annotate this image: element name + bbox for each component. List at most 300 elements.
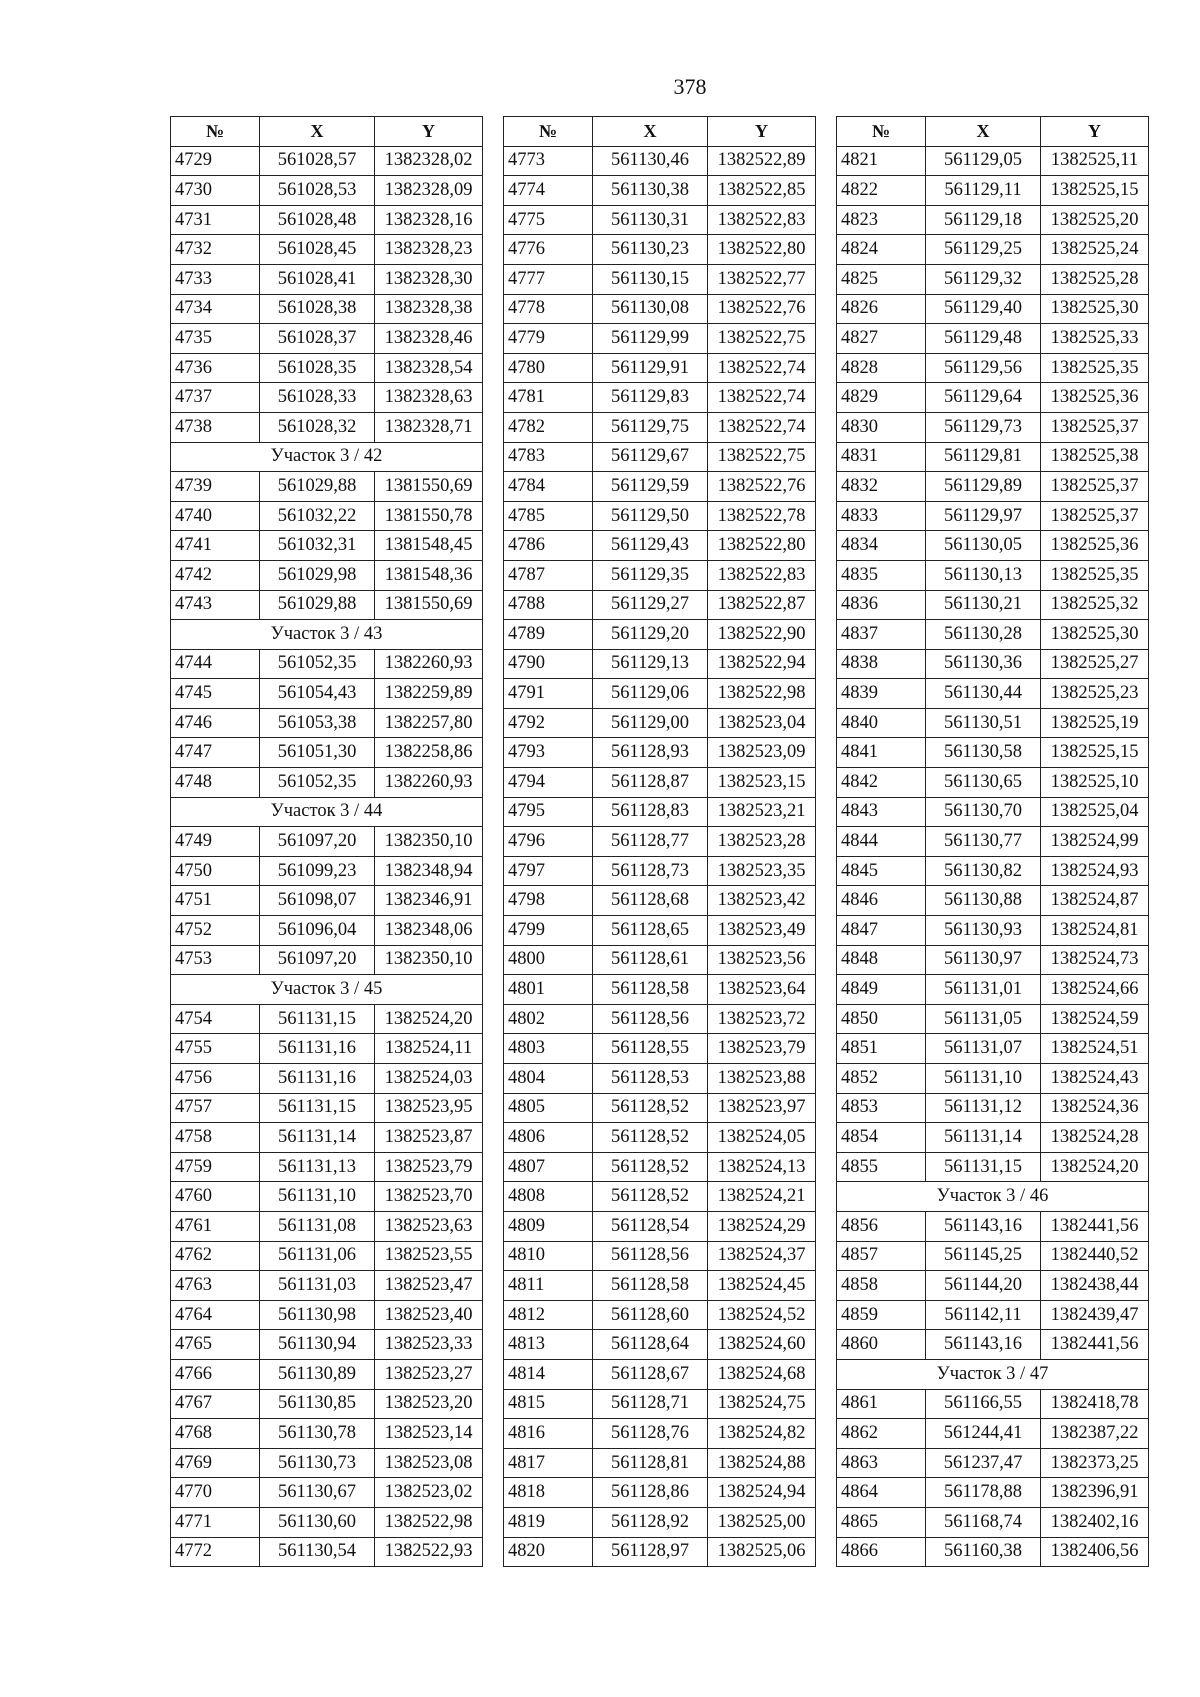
x-coordinate: 561128,92 xyxy=(593,1507,708,1537)
table-row xyxy=(837,708,1149,738)
y-coordinate: 1382328,46 xyxy=(375,324,483,354)
x-coordinate: 561129,91 xyxy=(593,353,708,383)
point-number: 4846 xyxy=(837,886,926,916)
table-row xyxy=(171,560,483,590)
x-coordinate: 561131,10 xyxy=(260,1182,375,1212)
x-coordinate: 561131,15 xyxy=(260,1093,375,1123)
point-number: 4792 xyxy=(504,708,593,738)
point-number: 4812 xyxy=(504,1300,593,1330)
point-number: 4822 xyxy=(837,176,926,206)
point-number: 4824 xyxy=(837,235,926,265)
y-coordinate: 1382524,68 xyxy=(708,1359,816,1389)
y-coordinate: 1382522,74 xyxy=(708,412,816,442)
point-number: 4780 xyxy=(504,353,593,383)
y-coordinate: 1382406,56 xyxy=(1041,1537,1149,1567)
table-row xyxy=(171,353,483,383)
x-coordinate: 561028,57 xyxy=(260,146,375,176)
point-number: 4853 xyxy=(837,1093,926,1123)
table-row xyxy=(504,975,816,1005)
point-number: 4799 xyxy=(504,916,593,946)
table-row xyxy=(171,1271,483,1301)
y-coordinate: 1382525,19 xyxy=(1041,708,1149,738)
point-number: 4775 xyxy=(504,205,593,235)
table-row xyxy=(171,649,483,679)
x-coordinate: 561129,27 xyxy=(593,590,708,620)
point-number: 4862 xyxy=(837,1419,926,1449)
y-coordinate: 1382522,98 xyxy=(708,679,816,709)
table-header-row xyxy=(171,117,483,147)
x-coordinate: 561130,51 xyxy=(926,708,1041,738)
y-coordinate: 1382524,87 xyxy=(1041,886,1149,916)
table-row xyxy=(504,827,816,857)
y-coordinate: 1382438,44 xyxy=(1041,1271,1149,1301)
point-number: 4803 xyxy=(504,1034,593,1064)
x-coordinate: 561130,65 xyxy=(926,768,1041,798)
table-row xyxy=(504,1093,816,1123)
section-title: Участок 3 / 47 xyxy=(837,1359,1149,1389)
table-row xyxy=(837,294,1149,324)
table-row xyxy=(171,412,483,442)
table-row xyxy=(171,1389,483,1419)
section-row xyxy=(171,620,483,650)
y-coordinate: 1382524,66 xyxy=(1041,975,1149,1005)
point-number: 4756 xyxy=(171,1064,260,1094)
x-coordinate: 561130,93 xyxy=(926,916,1041,946)
point-number: 4795 xyxy=(504,797,593,827)
x-coordinate: 561129,40 xyxy=(926,294,1041,324)
y-coordinate: 1382525,10 xyxy=(1041,768,1149,798)
point-number: 4767 xyxy=(171,1389,260,1419)
table-row xyxy=(837,235,1149,265)
y-coordinate: 1382258,86 xyxy=(375,738,483,768)
x-coordinate: 561130,05 xyxy=(926,531,1041,561)
x-coordinate: 561128,71 xyxy=(593,1389,708,1419)
x-coordinate: 561166,55 xyxy=(926,1389,1041,1419)
x-coordinate: 561053,38 xyxy=(260,708,375,738)
x-coordinate: 561128,61 xyxy=(593,945,708,975)
x-coordinate: 561131,12 xyxy=(926,1093,1041,1123)
point-number: 4797 xyxy=(504,856,593,886)
x-coordinate: 561143,16 xyxy=(926,1330,1041,1360)
x-coordinate: 561130,85 xyxy=(260,1389,375,1419)
y-coordinate: 1382440,52 xyxy=(1041,1241,1149,1271)
point-number: 4815 xyxy=(504,1389,593,1419)
table-row xyxy=(171,1300,483,1330)
x-coordinate: 561131,08 xyxy=(260,1211,375,1241)
x-coordinate: 561131,16 xyxy=(260,1034,375,1064)
point-number: 4859 xyxy=(837,1300,926,1330)
point-number: 4805 xyxy=(504,1093,593,1123)
table-row xyxy=(504,383,816,413)
x-coordinate: 561131,06 xyxy=(260,1241,375,1271)
y-coordinate: 1382525,37 xyxy=(1041,412,1149,442)
table-row xyxy=(837,975,1149,1005)
table-row xyxy=(504,501,816,531)
y-coordinate: 1382523,70 xyxy=(375,1182,483,1212)
y-coordinate: 1381550,69 xyxy=(375,590,483,620)
table-row xyxy=(504,1419,816,1449)
point-number: 4819 xyxy=(504,1507,593,1537)
y-coordinate: 1382525,38 xyxy=(1041,442,1149,472)
table-row xyxy=(504,205,816,235)
table-row xyxy=(171,1419,483,1449)
point-number: 4814 xyxy=(504,1359,593,1389)
point-number: 4778 xyxy=(504,294,593,324)
x-coordinate: 561128,52 xyxy=(593,1093,708,1123)
table-header-row xyxy=(837,117,1149,147)
x-coordinate: 561129,67 xyxy=(593,442,708,472)
x-coordinate: 561128,97 xyxy=(593,1537,708,1567)
table-row xyxy=(504,916,816,946)
point-number: 4820 xyxy=(504,1537,593,1567)
point-number: 4733 xyxy=(171,264,260,294)
y-coordinate: 1382328,63 xyxy=(375,383,483,413)
y-coordinate: 1382522,98 xyxy=(375,1507,483,1537)
table-row xyxy=(504,176,816,206)
table-row xyxy=(504,442,816,472)
point-number: 4759 xyxy=(171,1152,260,1182)
y-coordinate: 1382524,73 xyxy=(1041,945,1149,975)
x-coordinate: 561099,23 xyxy=(260,856,375,886)
x-coordinate: 561052,35 xyxy=(260,649,375,679)
point-number: 4784 xyxy=(504,472,593,502)
table-row xyxy=(171,472,483,502)
y-coordinate: 1382524,36 xyxy=(1041,1093,1149,1123)
y-coordinate: 1382523,97 xyxy=(708,1093,816,1123)
x-coordinate: 561143,16 xyxy=(926,1211,1041,1241)
table-row xyxy=(837,1389,1149,1419)
y-coordinate: 1381548,45 xyxy=(375,531,483,561)
point-number: 4833 xyxy=(837,501,926,531)
y-coordinate: 1382260,93 xyxy=(375,649,483,679)
point-number: 4832 xyxy=(837,472,926,502)
x-coordinate: 561130,94 xyxy=(260,1330,375,1360)
point-number: 4730 xyxy=(171,176,260,206)
y-coordinate: 1382524,37 xyxy=(708,1241,816,1271)
point-number: 4734 xyxy=(171,294,260,324)
x-coordinate: 561129,35 xyxy=(593,560,708,590)
point-number: 4749 xyxy=(171,827,260,857)
y-coordinate: 1382523,63 xyxy=(375,1211,483,1241)
y-coordinate: 1382524,75 xyxy=(708,1389,816,1419)
table-row xyxy=(504,1004,816,1034)
table-row xyxy=(171,916,483,946)
y-coordinate: 1382523,08 xyxy=(375,1448,483,1478)
x-coordinate: 561130,88 xyxy=(926,886,1041,916)
point-number: 4813 xyxy=(504,1330,593,1360)
point-number: 4739 xyxy=(171,472,260,502)
y-coordinate: 1382522,90 xyxy=(708,620,816,650)
point-number: 4857 xyxy=(837,1241,926,1271)
table-row xyxy=(504,353,816,383)
x-coordinate: 561130,15 xyxy=(593,264,708,294)
point-number: 4811 xyxy=(504,1271,593,1301)
y-coordinate: 1382523,47 xyxy=(375,1271,483,1301)
table-row xyxy=(171,1537,483,1567)
y-coordinate: 1382523,28 xyxy=(708,827,816,857)
y-coordinate: 1382328,02 xyxy=(375,146,483,176)
table-row xyxy=(837,1507,1149,1537)
table-row xyxy=(171,1241,483,1271)
point-number: 4849 xyxy=(837,975,926,1005)
point-number: 4781 xyxy=(504,383,593,413)
point-number: 4741 xyxy=(171,531,260,561)
point-number: 4840 xyxy=(837,708,926,738)
header-y: Y xyxy=(375,117,483,147)
point-number: 4865 xyxy=(837,1507,926,1537)
x-coordinate: 561129,25 xyxy=(926,235,1041,265)
point-number: 4825 xyxy=(837,264,926,294)
x-coordinate: 561028,35 xyxy=(260,353,375,383)
x-coordinate: 561130,97 xyxy=(926,945,1041,975)
x-coordinate: 561244,41 xyxy=(926,1419,1041,1449)
table-row xyxy=(171,1507,483,1537)
y-coordinate: 1382525,15 xyxy=(1041,738,1149,768)
table-row xyxy=(837,797,1149,827)
point-number: 4747 xyxy=(171,738,260,768)
table-row xyxy=(837,856,1149,886)
y-coordinate: 1382524,51 xyxy=(1041,1034,1149,1064)
table-row xyxy=(171,1330,483,1360)
point-number: 4841 xyxy=(837,738,926,768)
y-coordinate: 1382525,36 xyxy=(1041,383,1149,413)
header-y: Y xyxy=(1041,117,1149,147)
x-coordinate: 561131,13 xyxy=(260,1152,375,1182)
y-coordinate: 1382328,30 xyxy=(375,264,483,294)
point-number: 4732 xyxy=(171,235,260,265)
y-coordinate: 1382522,94 xyxy=(708,649,816,679)
table-header-row xyxy=(504,117,816,147)
y-coordinate: 1382525,04 xyxy=(1041,797,1149,827)
point-number: 4748 xyxy=(171,768,260,798)
point-number: 4737 xyxy=(171,383,260,413)
section-row xyxy=(171,797,483,827)
y-coordinate: 1382523,33 xyxy=(375,1330,483,1360)
x-coordinate: 561029,88 xyxy=(260,472,375,502)
y-coordinate: 1382523,21 xyxy=(708,797,816,827)
y-coordinate: 1382524,29 xyxy=(708,1211,816,1241)
header-number: № xyxy=(504,117,593,147)
x-coordinate: 561129,20 xyxy=(593,620,708,650)
y-coordinate: 1382522,74 xyxy=(708,383,816,413)
table-row xyxy=(837,146,1149,176)
point-number: 4750 xyxy=(171,856,260,886)
point-number: 4772 xyxy=(171,1537,260,1567)
y-coordinate: 1382328,09 xyxy=(375,176,483,206)
table-row xyxy=(171,1123,483,1153)
x-coordinate: 561129,06 xyxy=(593,679,708,709)
point-number: 4786 xyxy=(504,531,593,561)
point-number: 4731 xyxy=(171,205,260,235)
y-coordinate: 1382522,77 xyxy=(708,264,816,294)
point-number: 4827 xyxy=(837,324,926,354)
x-coordinate: 561131,10 xyxy=(926,1064,1041,1094)
y-coordinate: 1382524,20 xyxy=(375,1004,483,1034)
y-coordinate: 1382524,99 xyxy=(1041,827,1149,857)
table-row xyxy=(837,442,1149,472)
point-number: 4858 xyxy=(837,1271,926,1301)
point-number: 4745 xyxy=(171,679,260,709)
table-row xyxy=(504,708,816,738)
y-coordinate: 1382522,87 xyxy=(708,590,816,620)
point-number: 4743 xyxy=(171,590,260,620)
y-coordinate: 1382523,56 xyxy=(708,945,816,975)
x-coordinate: 561052,35 xyxy=(260,768,375,798)
x-coordinate: 561130,38 xyxy=(593,176,708,206)
point-number: 4782 xyxy=(504,412,593,442)
x-coordinate: 561128,65 xyxy=(593,916,708,946)
y-coordinate: 1382524,11 xyxy=(375,1034,483,1064)
y-coordinate: 1382525,32 xyxy=(1041,590,1149,620)
point-number: 4816 xyxy=(504,1419,593,1449)
table-row xyxy=(171,1359,483,1389)
y-coordinate: 1382523,09 xyxy=(708,738,816,768)
y-coordinate: 1382524,82 xyxy=(708,1419,816,1449)
point-number: 4757 xyxy=(171,1093,260,1123)
y-coordinate: 1382350,10 xyxy=(375,827,483,857)
y-coordinate: 1382525,23 xyxy=(1041,679,1149,709)
table-row xyxy=(504,472,816,502)
table-row xyxy=(171,886,483,916)
point-number: 4764 xyxy=(171,1300,260,1330)
y-coordinate: 1382523,95 xyxy=(375,1093,483,1123)
point-number: 4830 xyxy=(837,412,926,442)
x-coordinate: 561129,48 xyxy=(926,324,1041,354)
x-coordinate: 561128,81 xyxy=(593,1448,708,1478)
point-number: 4751 xyxy=(171,886,260,916)
x-coordinate: 561028,45 xyxy=(260,235,375,265)
point-number: 4843 xyxy=(837,797,926,827)
y-coordinate: 1382328,16 xyxy=(375,205,483,235)
table-row xyxy=(171,264,483,294)
x-coordinate: 561130,60 xyxy=(260,1507,375,1537)
point-number: 4844 xyxy=(837,827,926,857)
x-coordinate: 561131,16 xyxy=(260,1064,375,1094)
table-row xyxy=(837,649,1149,679)
point-number: 4774 xyxy=(504,176,593,206)
table-row xyxy=(504,856,816,886)
x-coordinate: 561032,31 xyxy=(260,531,375,561)
y-coordinate: 1382524,60 xyxy=(708,1330,816,1360)
table-row xyxy=(504,768,816,798)
section-title: Участок 3 / 45 xyxy=(171,975,483,1005)
point-number: 4806 xyxy=(504,1123,593,1153)
section-row xyxy=(171,975,483,1005)
y-coordinate: 1382525,15 xyxy=(1041,176,1149,206)
table-row xyxy=(171,383,483,413)
y-coordinate: 1382328,38 xyxy=(375,294,483,324)
y-coordinate: 1382524,21 xyxy=(708,1182,816,1212)
table-row xyxy=(171,1448,483,1478)
point-number: 4787 xyxy=(504,560,593,590)
point-number: 4788 xyxy=(504,590,593,620)
y-coordinate: 1382525,33 xyxy=(1041,324,1149,354)
table-row xyxy=(504,412,816,442)
table-row xyxy=(837,945,1149,975)
y-coordinate: 1382387,22 xyxy=(1041,1419,1149,1449)
x-coordinate: 561128,52 xyxy=(593,1182,708,1212)
y-coordinate: 1382348,06 xyxy=(375,916,483,946)
table-row xyxy=(837,324,1149,354)
header-number: № xyxy=(837,117,926,147)
table-row xyxy=(504,679,816,709)
header-number: № xyxy=(171,117,260,147)
y-coordinate: 1382524,03 xyxy=(375,1064,483,1094)
point-number: 4740 xyxy=(171,501,260,531)
y-coordinate: 1382522,75 xyxy=(708,442,816,472)
point-number: 4752 xyxy=(171,916,260,946)
point-number: 4760 xyxy=(171,1182,260,1212)
x-coordinate: 561128,60 xyxy=(593,1300,708,1330)
point-number: 4763 xyxy=(171,1271,260,1301)
coordinates-table-2 xyxy=(503,116,816,1567)
x-coordinate: 561129,13 xyxy=(593,649,708,679)
table-row xyxy=(837,1093,1149,1123)
point-number: 4831 xyxy=(837,442,926,472)
point-number: 4770 xyxy=(171,1478,260,1508)
table-row xyxy=(171,1478,483,1508)
x-coordinate: 561028,41 xyxy=(260,264,375,294)
point-number: 4746 xyxy=(171,708,260,738)
section-row xyxy=(171,442,483,472)
table-row xyxy=(837,620,1149,650)
x-coordinate: 561168,74 xyxy=(926,1507,1041,1537)
point-number: 4744 xyxy=(171,649,260,679)
x-coordinate: 561130,82 xyxy=(926,856,1041,886)
point-number: 4738 xyxy=(171,412,260,442)
point-number: 4818 xyxy=(504,1478,593,1508)
x-coordinate: 561128,83 xyxy=(593,797,708,827)
table-row xyxy=(837,768,1149,798)
y-coordinate: 1382522,80 xyxy=(708,531,816,561)
x-coordinate: 561131,14 xyxy=(926,1123,1041,1153)
x-coordinate: 561130,23 xyxy=(593,235,708,265)
x-coordinate: 561097,20 xyxy=(260,945,375,975)
x-coordinate: 561129,05 xyxy=(926,146,1041,176)
x-coordinate: 561131,01 xyxy=(926,975,1041,1005)
point-number: 4783 xyxy=(504,442,593,472)
x-coordinate: 561028,38 xyxy=(260,294,375,324)
x-coordinate: 561129,56 xyxy=(926,353,1041,383)
table-row xyxy=(837,1537,1149,1567)
y-coordinate: 1382525,27 xyxy=(1041,649,1149,679)
point-number: 4804 xyxy=(504,1064,593,1094)
y-coordinate: 1382524,13 xyxy=(708,1152,816,1182)
table-row xyxy=(171,531,483,561)
y-coordinate: 1382523,35 xyxy=(708,856,816,886)
table-row xyxy=(504,649,816,679)
section-title: Участок 3 / 42 xyxy=(171,442,483,472)
x-coordinate: 561129,00 xyxy=(593,708,708,738)
point-number: 4777 xyxy=(504,264,593,294)
x-coordinate: 561128,68 xyxy=(593,886,708,916)
y-coordinate: 1382522,74 xyxy=(708,353,816,383)
y-coordinate: 1382524,45 xyxy=(708,1271,816,1301)
table-row xyxy=(837,264,1149,294)
table-row xyxy=(504,1537,816,1567)
table-row xyxy=(837,501,1149,531)
y-coordinate: 1382525,20 xyxy=(1041,205,1149,235)
point-number: 4766 xyxy=(171,1359,260,1389)
table-row xyxy=(837,827,1149,857)
y-coordinate: 1382523,27 xyxy=(375,1359,483,1389)
table-row xyxy=(837,1211,1149,1241)
x-coordinate: 561128,77 xyxy=(593,827,708,857)
section-title: Участок 3 / 43 xyxy=(171,620,483,650)
y-coordinate: 1382348,94 xyxy=(375,856,483,886)
point-number: 4796 xyxy=(504,827,593,857)
point-number: 4847 xyxy=(837,916,926,946)
